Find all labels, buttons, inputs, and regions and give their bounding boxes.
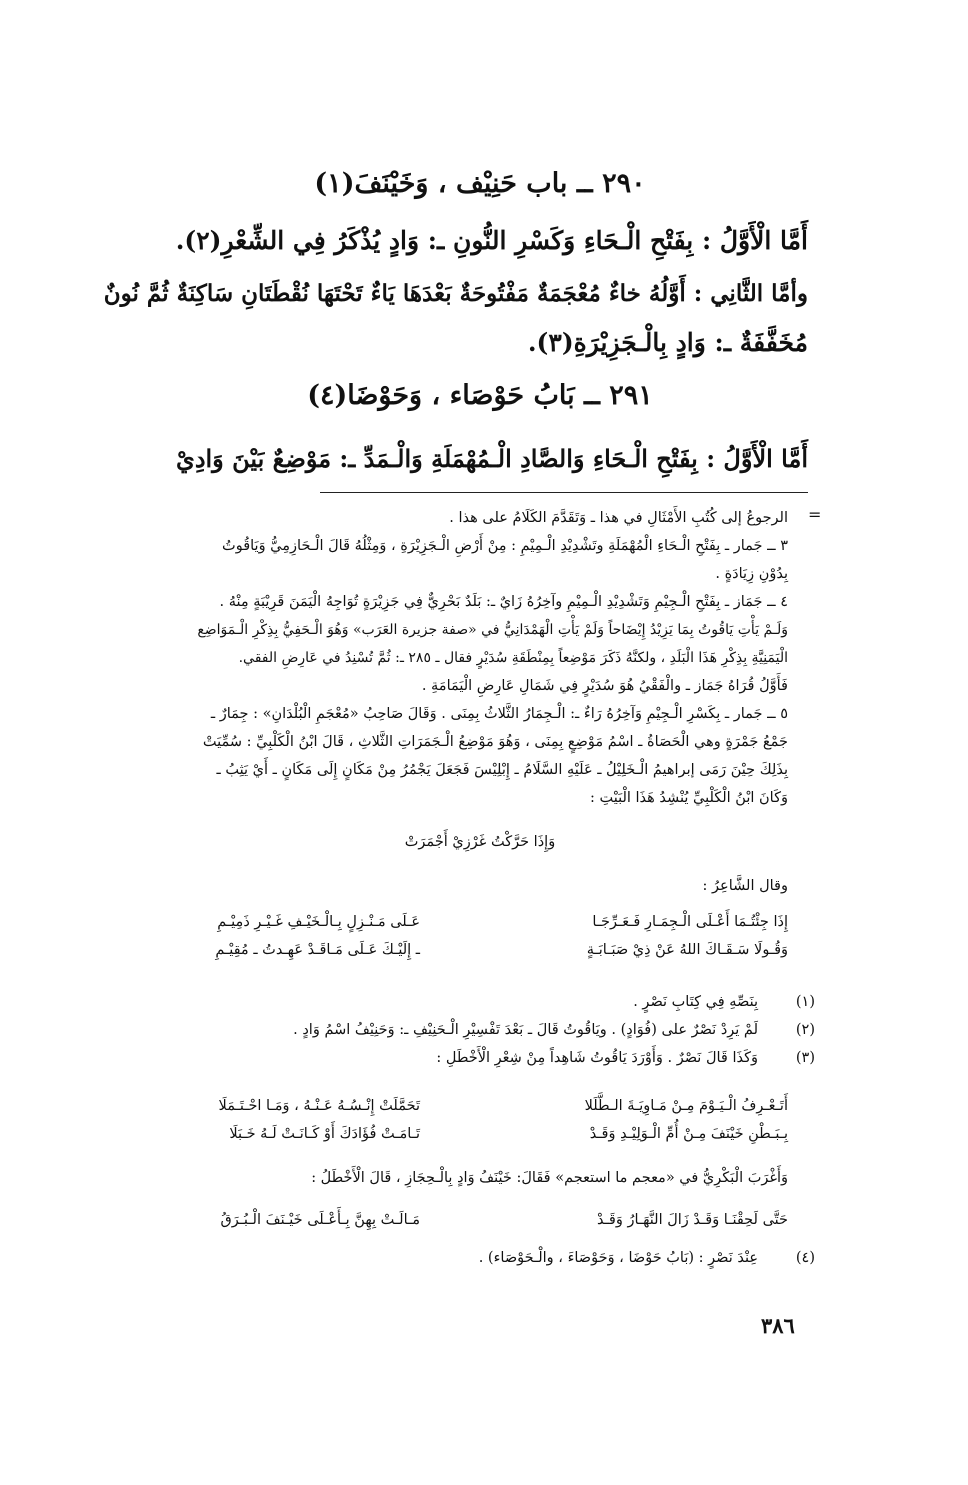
- footnote-text: لَمْ يَرِدْ نَصْرٌ على (فُوَادٍ) . ويَاقُوتُ قَالَ ـ بَعْدَ تَفْسِيْرِ الْـحَنِيْفِ ـ: وَحَنِيْفُ اسْمُ وَادٍ .: [293, 1022, 758, 1038]
- poem-2-hemistich-left: ـ إِلَيْـكَ عَـلَى مَـاقَـدْ عَهِـدتُ ـ مُقِيْـمِ: [215, 942, 420, 958]
- poem-3-hemistich-left: تَـامَـتْ فُؤَادَكَ أَوْ كَـانَـتْ لَـهُ خَـبَلَا: [229, 1126, 420, 1142]
- footnote-text: وَكَذَا قَالَ نَصْرٌ . وَأَوْرَدَ يَاقُوتُ شَاهِداً مِنْ شِعْرِ الْأَخْطَلِ :: [436, 1050, 758, 1066]
- poet-said: وقال الشَّاعِرُ :: [702, 878, 788, 894]
- footnote-text: عِنْدَ نَصْرٍ : (بَابُ حَوْضَا ، وَحَوْصَاءَ ، والْـحَوْصَاء) .: [478, 1250, 758, 1266]
- note-line: جَمْعُ جَمْرَةٍ وهي الْحَصَاةُ ـ اسْمُ مَوْضِعٍ بِمِنَى ، وَهُوَ مَوْضِعُ الْـجَمَرَاتِ الثَّلاثِ ، قَالَ ابْنُ الْكَلْبِيِّ : سُمِّيَتْ: [202, 734, 788, 750]
- note-line: وَكَانَ ابْنُ الْكَلْبِيِّ يُنْشِدُ هَذَا الْبَيْتِ :: [589, 790, 788, 806]
- poem-2-hemistich-right: إِذَا جِئْتُـمَا أَعْـلَى الْـجِمَـارِ فَـعَـرِّجَـا: [592, 914, 788, 930]
- section-290-paragraph-2-line-1: وأمَّا الثَّانِي : أَوَّلُهُ خاءٌ مُعْجَمَةٌ مَفْتُوحَةٌ بَعْدَهَا يَاءٌ تَحْتَهَا نُقْطَتَانِ سَاكِنَةٌ ثُمَّ نُونٌ: [103, 280, 808, 307]
- poem-1-line: وَإِذَا حَرَّكْتُ غَرْزِيْ أَجْمَرَتْ: [404, 834, 556, 850]
- note-line: وَلَـمْ يَأْتِ يَاقُوتُ بِمَا يَزِيْدُ إِيْضَاحاً وَلَمْ يَأْتِ الْهَمْدَانِيُّ في «صفة جزيرة العَرَب» وَهُوَ الْـحَفِيُّ بِذِكْرِ الْـمَوَاضِع: [197, 622, 788, 638]
- note-line: ٥ ــ جَمار ـ بِكَسْرِ الْـجِيْمِ وَآخِرُهُ رَاءٌ ـ: الْـجِمَارُ الثَّلاثُ بِمِنَى . وَقَالَ صَاحِبُ «مُعْجَمِ الْبُلْدَانِ» : جِمَارٌ ـ: [210, 706, 788, 722]
- footnote-number: (٣): [795, 1050, 815, 1066]
- poem-4-hemistich-left: مَـالَـتْ بِهِنَّ بِـأَعْـلَى خَيْـنَفَ الْـبُـرَقُ: [220, 1212, 420, 1228]
- heading-291: ٢٩١ ــ بَابُ حَوْصَاء ، وَحَوْضَا(٤): [307, 380, 653, 411]
- heading-290: ٢٩٠ ــ باب حَنِيْف ، وَخَيْنَفَ(١): [314, 168, 646, 199]
- note-line: ٣ ــ جَمار ـ بِفَتْحِ الْـحَاءِ الْمُهْمَلَةِ وتَشْدِيْدِ الْـمِيْمِ : مِنْ أَرْضِ الْـجَزِيْرَةِ ، وَمِثْلُهُ قَالَ الْـحَازِمِيُّ وَيَاقُوتُ: [222, 538, 788, 554]
- poem-3-hemistich-right: أَتَـعْـرِفُ الْـيَـوْمَ مِـنْ مَـاوِيَـةَ الـطَّلَلا: [584, 1098, 788, 1114]
- note-line: الرجوعُ إلى كُتُبِ الأَمْثَالِ في هذا ـ وَتَقَدَّمَ الكَلَامُ على هذا .: [449, 510, 788, 526]
- footnote-text: بِنَصِّهِ فِي كِتَابِ نَصْرٍ .: [633, 994, 758, 1010]
- note-line: بِدُوْنِ زِيَادَةٍ .: [715, 566, 788, 582]
- poem-3-hemistich-right: بِـبَـطْنِ خَيْنَفَ مِـنْ أُمِّ الْـوَلِيْـدِ وَقَـدْ: [589, 1126, 788, 1142]
- footnote-separator: [320, 492, 808, 493]
- poem-2-hemistich-left: عَـلَى مَـنْـزِلٍ بِـالْـخَيْـفِ غَـيْـرِ ذَمِيْـمِ: [217, 914, 420, 930]
- note-line: فَأَوَّلُ قُرَاهُ جَمَاز ـ والْفَقْيُ هُوَ سُدَيْرٍ فِي شَمَالِ عَارِضِ الْيَمَامَةِ .: [421, 678, 788, 694]
- footnote-number: (١): [795, 994, 815, 1010]
- poem-2-hemistich-right: وَقُـولَا سَـقَـاكَ اللهُ عَنْ ذِيْ صَبَـابَـةٍ: [586, 942, 788, 958]
- section-290-paragraph-1: أَمَّا الْأَوَّلُ : بِفَتْحِ الْـحَاءِ وَكَسْرِ النُّونِ ـ: وَادٍ يُذْكَرُ فِي الشِّعْرِ(٢).: [175, 226, 808, 255]
- poem-4-hemistich-right: حَتَّى لَحِقْنَـا وَقَـدْ زَالَ النَّهَـارُ وَقَـدْ: [597, 1212, 788, 1228]
- note-line: ٤ ــ جَمَاز ـ بِفَتْحِ الْـجِيْمِ وَتَشْدِيْدِ الْـمِيْمِ وآخِرُهُ زَايٌ ـ: بَلَدٌ بَحْرِيٌّ فِي جَزِيْرَةٍ تُوَاجِهُ الْيَمَنَ قَرِيْبَةٍ مِنْهُ .: [219, 594, 788, 610]
- bakri-line: وَأَغْرَبَ الْبَكْرِيُّ في «معجم ما استعجم» فَقَالَ: خَيْنَفُ وَادٍ بِالْـحِجَازِ ، قَالَ الْأَخْطَلُ :: [311, 1170, 788, 1186]
- footnote-number: (٢): [795, 1022, 815, 1038]
- poem-3-hemistich-left: تَحَمَّلَتْ إِنْـسُـهُ عَـنْـهُ ، وَمَـا احْـتَـمَلَا: [218, 1098, 420, 1114]
- section-291-paragraph-1: أَمَّا الْأَوَّلُ : بِفَتْحِ الْـحَاءِ وَالصَّادِ الْـمُهْمَلَةِ وَالْـمَدِّ ـ: مَوْضِعٌ بَيْنَ وَادِيْ: [176, 444, 808, 473]
- footnote-number: (٤): [795, 1250, 815, 1266]
- section-290-paragraph-2-line-2: مُخَفَّفَةٌ ـ: وَادٍ بِالْـجَزِيْرَةِ(٣).: [527, 328, 808, 357]
- continuation-mark: =: [808, 505, 822, 524]
- page-number: ٣٨٦: [761, 1313, 795, 1338]
- note-line: بِذَلِكَ حِيْنَ رَمَى إبراهيمُ الْـخَلِيْلُ ـ عَلَيْهِ السَّلَامُ ـ إِبْلِيْسَ فَجَعَلَ يَجْمُرُ مِنْ مَكَانٍ إِلَى مَكَانٍ ـ أَيْ يَثِبُ ـ: [216, 762, 788, 778]
- note-line: الْيَمَنِيَّةِ بِذِكْرِ هَذَا الْبَلَدِ ، ولكنَّهُ ذَكَرَ مَوْضِعاً بِمِنْطَقَةِ سُدَيْرٍ فقال ـ ٢٨٥ ـ: ثُمَّ تُسْنِدُ في عَارِضِ الفقي.: [238, 650, 788, 666]
